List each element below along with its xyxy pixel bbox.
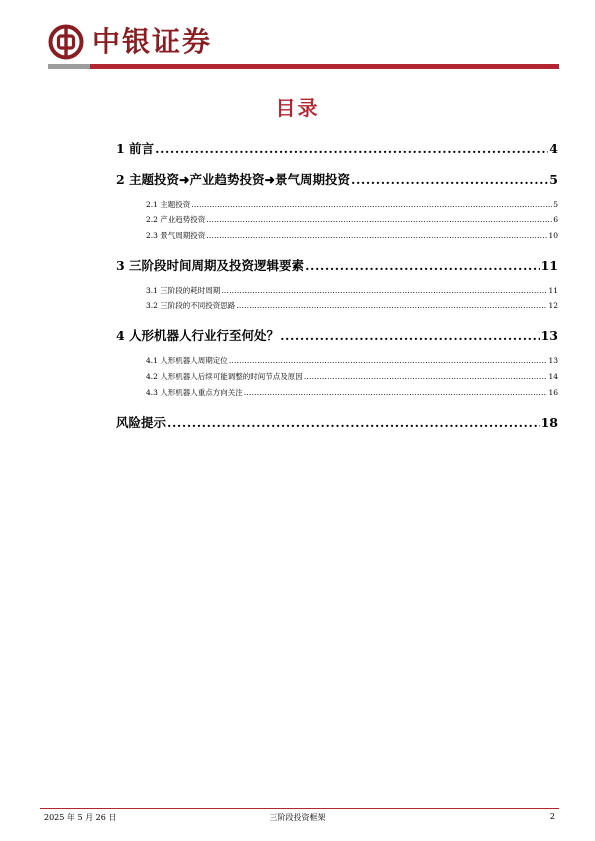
toc-title: 目录: [275, 96, 320, 120]
toc-entry-page: 14: [548, 372, 558, 381]
bank-of-china-logo-icon: [48, 24, 84, 60]
toc-entry[interactable]: [146, 300, 558, 311]
footer-date: 2025 年 5 月 26 日: [44, 813, 117, 822]
toc-entry-label: 3.1 三阶段的耗时周期: [146, 286, 221, 295]
footer-page-number: 2: [549, 812, 555, 821]
toc-entry[interactable]: [146, 230, 558, 241]
toc-entry-page: 13: [548, 356, 558, 365]
toc-entry-label: 2.1 主题投资: [146, 200, 191, 209]
toc-entry-page: 13: [540, 328, 558, 343]
toc-entry-label: 3.2 三阶段的不同投资思路: [146, 301, 236, 310]
toc-entry-label: 风险提示: [116, 415, 167, 430]
toc-entry-label: 2.3 景气周期投资: [146, 231, 206, 240]
toc-entry[interactable]: [116, 170, 558, 188]
toc-entry-label: 4.3 人形机器人重点方向关注: [146, 388, 243, 397]
toc-entry[interactable]: [146, 285, 558, 296]
header-rule: [48, 64, 559, 69]
toc-entry[interactable]: [116, 413, 558, 431]
toc-entry-label: 2 主题投资➜产业趋势投资➜景气周期投资: [116, 172, 350, 187]
brand-name: 中银证券: [92, 25, 213, 58]
toc-entry[interactable]: [116, 326, 558, 344]
toc-entry-page: 12: [548, 301, 558, 310]
toc-entry-page: 10: [548, 231, 558, 240]
toc-entry-page: 11: [540, 258, 558, 273]
toc-entry-label: 4.1 人形机器人周期定位: [146, 356, 228, 365]
toc-entry-page: 18: [540, 415, 558, 430]
toc-entry-page: 4: [549, 141, 558, 156]
toc-entry-page: 5: [549, 172, 558, 187]
toc-entry-page: 6: [553, 215, 558, 224]
toc-entry-label: 3 三阶段时间周期及投资逻辑要素: [116, 258, 305, 273]
brand-logo: [48, 24, 212, 60]
toc-entry-page: 5: [553, 200, 558, 209]
toc-entry[interactable]: [146, 355, 558, 366]
toc-entry-label: 4 人形机器人行业行至何处？: [116, 328, 280, 343]
toc-entry[interactable]: [146, 199, 558, 210]
footer-doc-title: 三阶段投资框架: [269, 813, 326, 822]
toc-entry-label: 2.2 产业趋势投资: [146, 215, 206, 224]
toc-entry-label: 1 前言: [116, 141, 155, 156]
toc-entry[interactable]: [116, 256, 558, 274]
toc-entry[interactable]: [146, 371, 558, 382]
toc-entry[interactable]: [146, 387, 558, 398]
toc-entry[interactable]: [146, 214, 558, 225]
toc-entry-label: 4.2 人形机器人后续可能调整的时间节点及原因: [146, 372, 303, 381]
footer-rule: [40, 808, 559, 809]
toc-entry-page: 16: [548, 388, 558, 397]
toc-entry-page: 11: [548, 286, 558, 295]
toc-entry[interactable]: [116, 139, 558, 157]
